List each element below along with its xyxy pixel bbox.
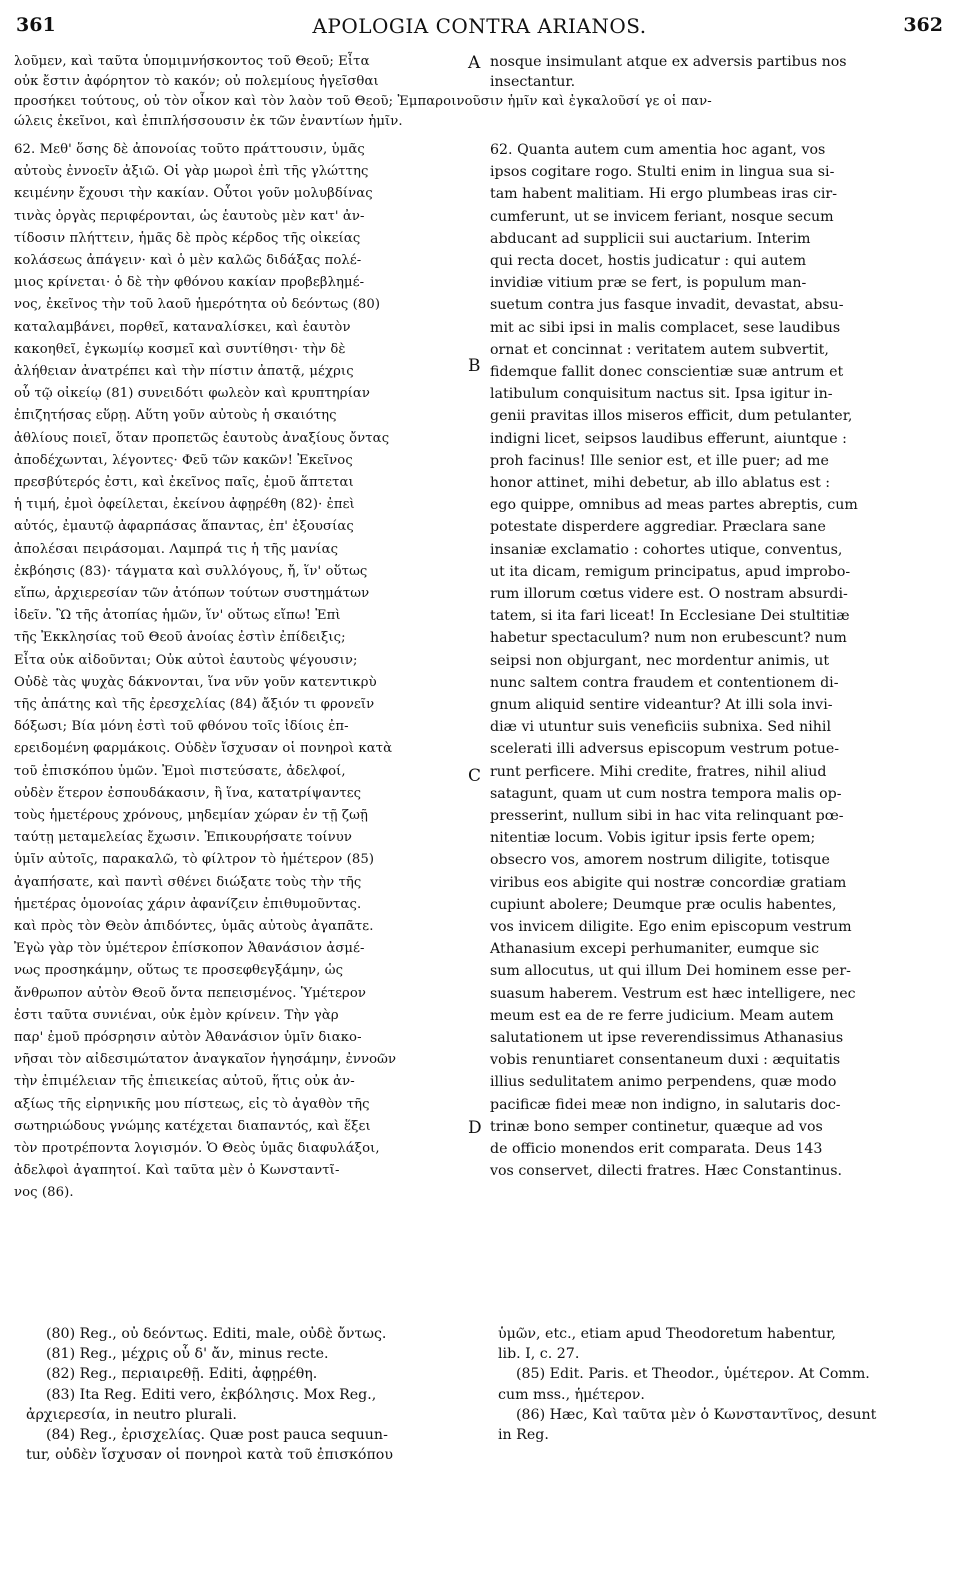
latin-text-line: viribus eos abigite qui nostræ concordiæ gratiam (490, 874, 847, 891)
latin-text-line: nitentiæ locum. Vobis igitur ipsis ferte opem; (490, 830, 816, 847)
top-greek-line: προσήκει τούτους, οὐ τὸν οἶκον καὶ τὸν λαὸν τοῦ Θεοῦ; Ἐμπαροινοῦσιν ἡμῖν καὶ ἐγκαλοῦσί γε οἱ παν- (14, 94, 712, 109)
greek-text-line: νος (86). (14, 1185, 74, 1201)
greek-text-line: Οὐδὲ τὰς ψυχὰς δάκνονται, ἵνα νῦν γοῦν κατεντικρὺ (14, 674, 377, 690)
top-latin-line: nosque insimulant atque ex adversis partibus nos (490, 54, 847, 70)
latin-text-line: presserint, nullum sibi in hac vita relinquant pœ- (490, 808, 844, 824)
greek-text-line: ἡ τιμή, ἐμοὶ ὀφείλεται, ἐκείνου ἀφῃρέθη (82)· ἐπεὶ (14, 497, 355, 513)
latin-text-line: qui recta docet, hostis judicatur : qui autem (490, 253, 807, 269)
latin-text-line: runt perficere. Mihi credite, fratres, nihil aliud (490, 763, 827, 780)
latin-text-line: vobis renuntiaret consentaneum duxi : æquitatis (490, 1052, 841, 1069)
greek-text-line: τῆς ἀπάτης καὶ τῆς ἐρεσχελίας (84) ἄξιόν τι φρονεῖν (14, 697, 375, 712)
greek-text-line: ἀθλίους ποιεῖ, ὅταν προπετῶς ἑαυτοὺς ἀναξίους ὄντας (14, 430, 390, 446)
greek-text-line: κακοηθεῖ, ἐγκωμίῳ κοσμεῖ καὶ συντίθησι· τὴν δὲ (14, 341, 346, 357)
greek-text-line: ἀπολέσαι πειράσομαι. Λαμπρά τις ἡ τῆς μανίας (14, 541, 339, 557)
greek-text-line: εἴπω, ἀρχιερεσίαν τῶν ἀτόπων τούτων συστημάτων (14, 586, 370, 601)
greek-text-line: καταλαμβάνει, πορθεῖ, καταναλίσκει, καὶ ἑαυτὸν (14, 319, 351, 335)
page-number-left: 361 (16, 14, 56, 36)
greek-text-line: ἡμετέρας ὁμονοίας χάριν ἀφανίζειν ἐπιθυμοῦντας. (14, 896, 362, 912)
margin-letter-d: D (468, 1118, 482, 1138)
greek-text-line: τίδοσιν πλήττειν, ἡμᾶς δὲ πρὸς κέρδος τῆς οἰκείας (14, 230, 361, 246)
greek-text-line: νος, ἐκεῖνος τὴν τοῦ λαοῦ ἡμερότητα οὐ δεόντως (80) (14, 297, 381, 313)
latin-text-line: suasum haberem. Vestrum est hæc intelligere, nec (490, 985, 856, 1002)
latin-text-line: Athanasium excepi perhumaniter, eumque sic (490, 941, 820, 958)
footnote-line: tur, οὐδὲν ἴσχυσαν οἱ πονηροὶ κατὰ τοῦ ἐπισκόπου (26, 1447, 393, 1464)
latin-text-line: ornat et concinnat : veritatem autem subvertit, (490, 341, 829, 358)
greek-text-line: ἰδεῖν. Ὢ τῆς ἀτοπίας ἡμῶν, ἵν' οὕτως εἴπω! Ἐπὶ (14, 608, 341, 624)
greek-text-line: τῆς Ἐκκλησίας τοῦ Θεοῦ ἀνοίας ἐστὶν ἐπίδειξις; (14, 630, 346, 646)
greek-text-line: νως προσηκάμην, οὕτως τε προσεφθεγξάμην, ὡς (14, 963, 344, 979)
latin-text-line: potestate disperdere aggrediar. Præclara sane (490, 519, 826, 536)
latin-text-line: trinæ bono semper continetur, quæque ad vos (490, 1118, 823, 1135)
greek-text-line: καὶ πρὸς τὸν Θεὸν ἀπιδόντες, ὑμᾶς αὐτοὺς ἀγαπᾶτε. (14, 919, 374, 934)
greek-text-line: τοὺς ἡμετέρους χρόνους, μηδεμίαν χώραν ἐν τῇ ζωῇ (14, 808, 368, 823)
latin-text-line: ego quippe, omnibus ad meas partes abreptis, cum (490, 497, 858, 514)
latin-text-line: proh facinus! Ille senior est, et ille puer; ad me (490, 452, 829, 469)
latin-text-line: 62. Quanta autem cum amentia hoc agant, vos (490, 142, 826, 158)
latin-text-line: vos invicem diligite. Ego enim episcopum vestrum (490, 919, 852, 935)
top-latin-line: insectantur. (490, 74, 576, 90)
footnote-line: (82) Reg., περιαιρεθῇ. Editi, ἀφῃρέθη. (46, 1366, 318, 1383)
latin-text-line: insaniæ exclamatio : cohortes utique, conventus, (490, 541, 843, 558)
latin-text-line: sum allocutus, ut qui illum Dei hominem esse per- (490, 963, 851, 980)
latin-text-line: habetur spectaculum? num non erubescunt? num (490, 630, 847, 647)
margin-letter-a: A (468, 53, 481, 73)
greek-text-line: τὸν προτρέποντα λογισμόν. Ὁ Θεὸς ὑμᾶς διαφυλάξοι, (14, 1141, 380, 1156)
footnote-line: ὑμῶν, etc., etiam apud Theodoretum habentur, (498, 1326, 836, 1342)
latin-text-line: rum illorum cœtus videre est. O nostram absurdi- (490, 586, 848, 602)
greek-text-line: ερειδομένη φαρμάκοις. Οὐδὲν ἴσχυσαν οἱ πονηροὶ κατὰ (14, 741, 393, 757)
latin-text-line: abducant ad supplicii sui auctarium. Interim (490, 230, 811, 247)
latin-text-line: latibulum conquisitum nactus sit. Ipsa igitur in- (490, 386, 833, 403)
footnote-line: (81) Reg., μέχρις οὗ δ' ἄν, minus recte. (46, 1346, 329, 1363)
greek-text-line: ὑμῖν αὐτοῖς, παρακαλῶ, τὸ φίλτρον τὸ ἡμέτερον (85) (14, 852, 375, 868)
greek-text-line: αὐτοὺς ἐννοεῖν ἀξιῶ. Οἱ γὰρ μωροὶ ἐπὶ τῆς γλώττης (14, 164, 369, 180)
latin-text-line: ipsos cogitare rogo. Stulti enim in lingua sua si- (490, 164, 835, 181)
latin-text-line: obsecro vos, amorem nostrum diligite, totisque (490, 852, 830, 869)
footnote-line: (83) Ita Reg. Editi vero, ἐκβόλησις. Mox Reg., (46, 1386, 377, 1403)
footnote-line: (86) Hæc, Καὶ ταῦτα μὲν ὁ Κωνσταντῖνος, desunt (516, 1406, 877, 1423)
top-greek-line: οὐκ ἔστιν ἀφόρητον τὸ κακόν; οὐ πολεμίους ἡγεῖσθαι (14, 74, 379, 89)
footnote-line: ἀρχιερεσία, in neutro plurali. (26, 1406, 237, 1423)
greek-text-line: τοῦ ἐπισκόπου ὑμῶν. Ἐμοὶ πιστεύσατε, ἀδελφοί, (14, 763, 346, 779)
latin-text-line: vos conservet, dilecti fratres. Hæc Constantinus. (490, 1163, 843, 1180)
footnote-line: (85) Edit. Paris. et Theodor., ὑμέτερον. At Comm. (516, 1366, 870, 1383)
greek-text-line: τινὰς ὀργὰς περιφέρονται, ὡς ἑαυτοὺς μὲν κατ' ἀν- (14, 208, 365, 224)
greek-text-line: Ἐγὼ γὰρ τὸν ὑμέτερον ἐπίσκοπον Ἀθανάσιον ἀσμέ- (14, 941, 365, 957)
margin-letter-b: B (468, 356, 481, 376)
greek-text-line: ἀγαπήσατε, καὶ παντὶ σθένει διώξατε τοὺς τὴν τῆς (14, 874, 362, 890)
greek-text-line: πρεσβύτερός ἐστι, καὶ ἐκεῖνος παῖς, ἐμοῦ ἅπτεται (14, 475, 354, 490)
latin-text-line: meum est ea de re ferre judicium. Meam autem (490, 1007, 834, 1024)
greek-text-line: τὴν ἐπιμέλειαν τῆς ἐπιεικείας αὐτοῦ, ἥτις οὐκ ἀν- (14, 1074, 355, 1090)
greek-text-line: οὗ τῷ οἰκείῳ (81) συνειδότι φωλεὸν καὶ κρυπτηρίαν (14, 386, 370, 402)
greek-text-line: ἐκβόησις (83)· τάγματα καὶ συλλόγους, ἤ, ἵν' οὕτως (14, 563, 368, 579)
latin-text-line: salutationem ut ipse reverendissimus Athanasius (490, 1030, 844, 1046)
latin-text-line: nunc saltem contra fraudem et contentionem di- (490, 674, 839, 691)
latin-text-line: mit ac sibi ipsi in malis complacet, sese laudibus (490, 319, 841, 336)
latin-text-line: genii pravitas illos miseros efficit, dum petulanter, (490, 408, 853, 425)
greek-text-line: ἀποδέχωνται, λέγοντες· Φεῦ τῶν κακῶν! Ἐκεῖνος (14, 452, 353, 468)
greek-text-line: ταύτῃ μεταμελείας ἔχωσιν. Ἐπικουρήσατε τοίνυν (14, 830, 352, 846)
greek-text-line: αξίως τῆς εἰρηνικῆς μου πίστεως, εἰς τὸ ἀγαθὸν τῆς (14, 1096, 370, 1112)
latin-text-line: illius sedulitatem animo perpendens, quæ modo (490, 1074, 837, 1091)
latin-text-line: indigni licet, seipsos laudibus efferunt, aiuntque : (490, 430, 847, 447)
latin-text-line: tam habent malitiam. Hi ergo plumbeas iras cir- (490, 186, 837, 203)
latin-text-line: ut ita dicam, remigum principatus, apud improbo- (490, 563, 851, 580)
page-number-right: 362 (903, 14, 943, 36)
top-greek-line: ώλεις ἐκεῖνοι, καὶ ἐπιπλήσσουσιν ἐκ τῶν ἐναντίων ἡμῖν. (14, 114, 403, 129)
latin-text-line: gnum aliquid sentire videantur? At illi sola invi- (490, 697, 833, 713)
latin-text-line: scelerati illi adversus episcopum vestrum potue- (490, 741, 840, 758)
top-greek-line: λοῦμεν, καὶ ταῦτα ὑπομιμνήσκοντος τοῦ Θεοῦ; Εἶτα (14, 54, 370, 69)
latin-text-line: tatem, si ita fari liceat! In Ecclesiane Dei stultitiæ (490, 608, 850, 625)
latin-text-line: honor attinet, mihi debetur, ab illo ablatus est : (490, 475, 831, 491)
latin-text-line: de officio monendos erit comparata. Deus 143 (490, 1141, 823, 1157)
greek-text-line: μιος κρίνεται· ὁ δὲ τὴν φθόνου κακίαν προβεβλημέ- (14, 275, 365, 291)
greek-text-line: κειμένην ἔχουσι τὴν κακίαν. Οὗτοι γοῦν μολυβδίνας (14, 186, 373, 202)
footnote-line: cum mss., ἡμέτερον. (498, 1386, 645, 1403)
running-header (16, 14, 943, 44)
footnote-line: (84) Reg., ἐρισχελίας. Quæ post pauca sequun- (46, 1427, 388, 1443)
greek-text-line: αὐτός, ἐμαυτῷ ἀφαρπάσας ἅπαντας, ἐπ' ἐξουσίας (14, 519, 354, 535)
latin-text-line: diæ vi utuntur suis veneficiis subnixa. Sed nihil (490, 719, 831, 736)
latin-text-line: pacificæ fidei meæ non indigno, in salutaris doc- (490, 1096, 841, 1113)
margin-letter-c: C (468, 766, 482, 786)
latin-text-line: cumferunt, ut se invicem feriant, nosque secum (490, 208, 834, 225)
greek-text-line: 62. Μεθ' ὅσης δὲ ἀπονοίας τοῦτο πράττουσιν, ὑμᾶς (14, 142, 365, 157)
greek-text-line: νῆσαι τὸν αἰδεσιμώτατον ἀναγκαῖον ἡγησάμην, ἐννοῶν (14, 1052, 397, 1068)
greek-text-line: Εἶτα οὐκ αἰδοῦνται; Οὐκ αὐτοὶ ἑαυτοὺς ψέγουσιν; (14, 652, 358, 668)
latin-text-line: fidemque fallit donec conscientiæ suæ antrum et (490, 364, 844, 380)
greek-text-line: ἐπιζητήσας εὕρῃ. Αὕτη γοῦν αὐτοὺς ἡ σκαιότης (14, 408, 337, 424)
greek-text-line: ἀλήθειαν ἀνατρέπει καὶ τὴν πίστιν ἀπατᾷ, μέχρις (14, 364, 354, 379)
latin-text-line: seipsi non objurgant, nec mordentur animis, ut (490, 652, 830, 669)
greek-text-line: ἐστι ταῦτα συνιέναι, οὐκ ἐμὸν κρίνειν. Τὴν γὰρ (14, 1007, 339, 1023)
latin-text-line: suetum contra jus fasque invadit, devastat, absu- (490, 297, 844, 314)
latin-text-line: satagunt, quam ut cum nostra tempora malis op- (490, 785, 842, 802)
footnote-line: lib. I, c. 27. (498, 1346, 580, 1363)
footnote-line: in Reg. (498, 1427, 549, 1443)
greek-text-line: κολάσεως ἀπάγειν· καὶ ὁ μὲν καλῶς διδάξας πολέ- (14, 253, 362, 268)
greek-text-line: παρ' ἐμοῦ πρόσρησιν αὐτὸν Ἀθανάσιον ὑμῖν διακο- (14, 1030, 362, 1045)
greek-text-line: οὐδὲν ἕτερον ἐσπουδάκασιν, ἢ ἵνα, κατατρίψαντες (14, 785, 362, 801)
greek-text-line: σωτηριώδους γνώμης κατέχεται διαπαντός, καὶ ἕξει (14, 1118, 371, 1134)
footnote-line: (80) Reg., οὐ δεόντως. Editi, male, οὐδὲ ὄντως. (46, 1326, 387, 1342)
running-title: APOLOGIA CONTRA ARIANOS. (312, 14, 647, 38)
greek-text-line: δόξωσι; Βία μόνη ἐστὶ τοῦ φθόνου τοῖς ἰδίοις ἐπ- (14, 719, 349, 735)
greek-text-line: ἀδελφοὶ ἀγαπητοί. Καὶ ταῦτα μὲν ὁ Κωνσταντῖ- (14, 1163, 340, 1179)
latin-text-line: cupiunt abolere; Deumque præ oculis habentes, (490, 896, 837, 913)
latin-text-line: invidiæ vitium præ se fert, is populum man- (490, 275, 807, 292)
greek-text-line: ἄνθρωπον αὐτὸν Θεοῦ ὄντα πεπεισμένος. Ὑμέτερον (14, 985, 367, 1001)
